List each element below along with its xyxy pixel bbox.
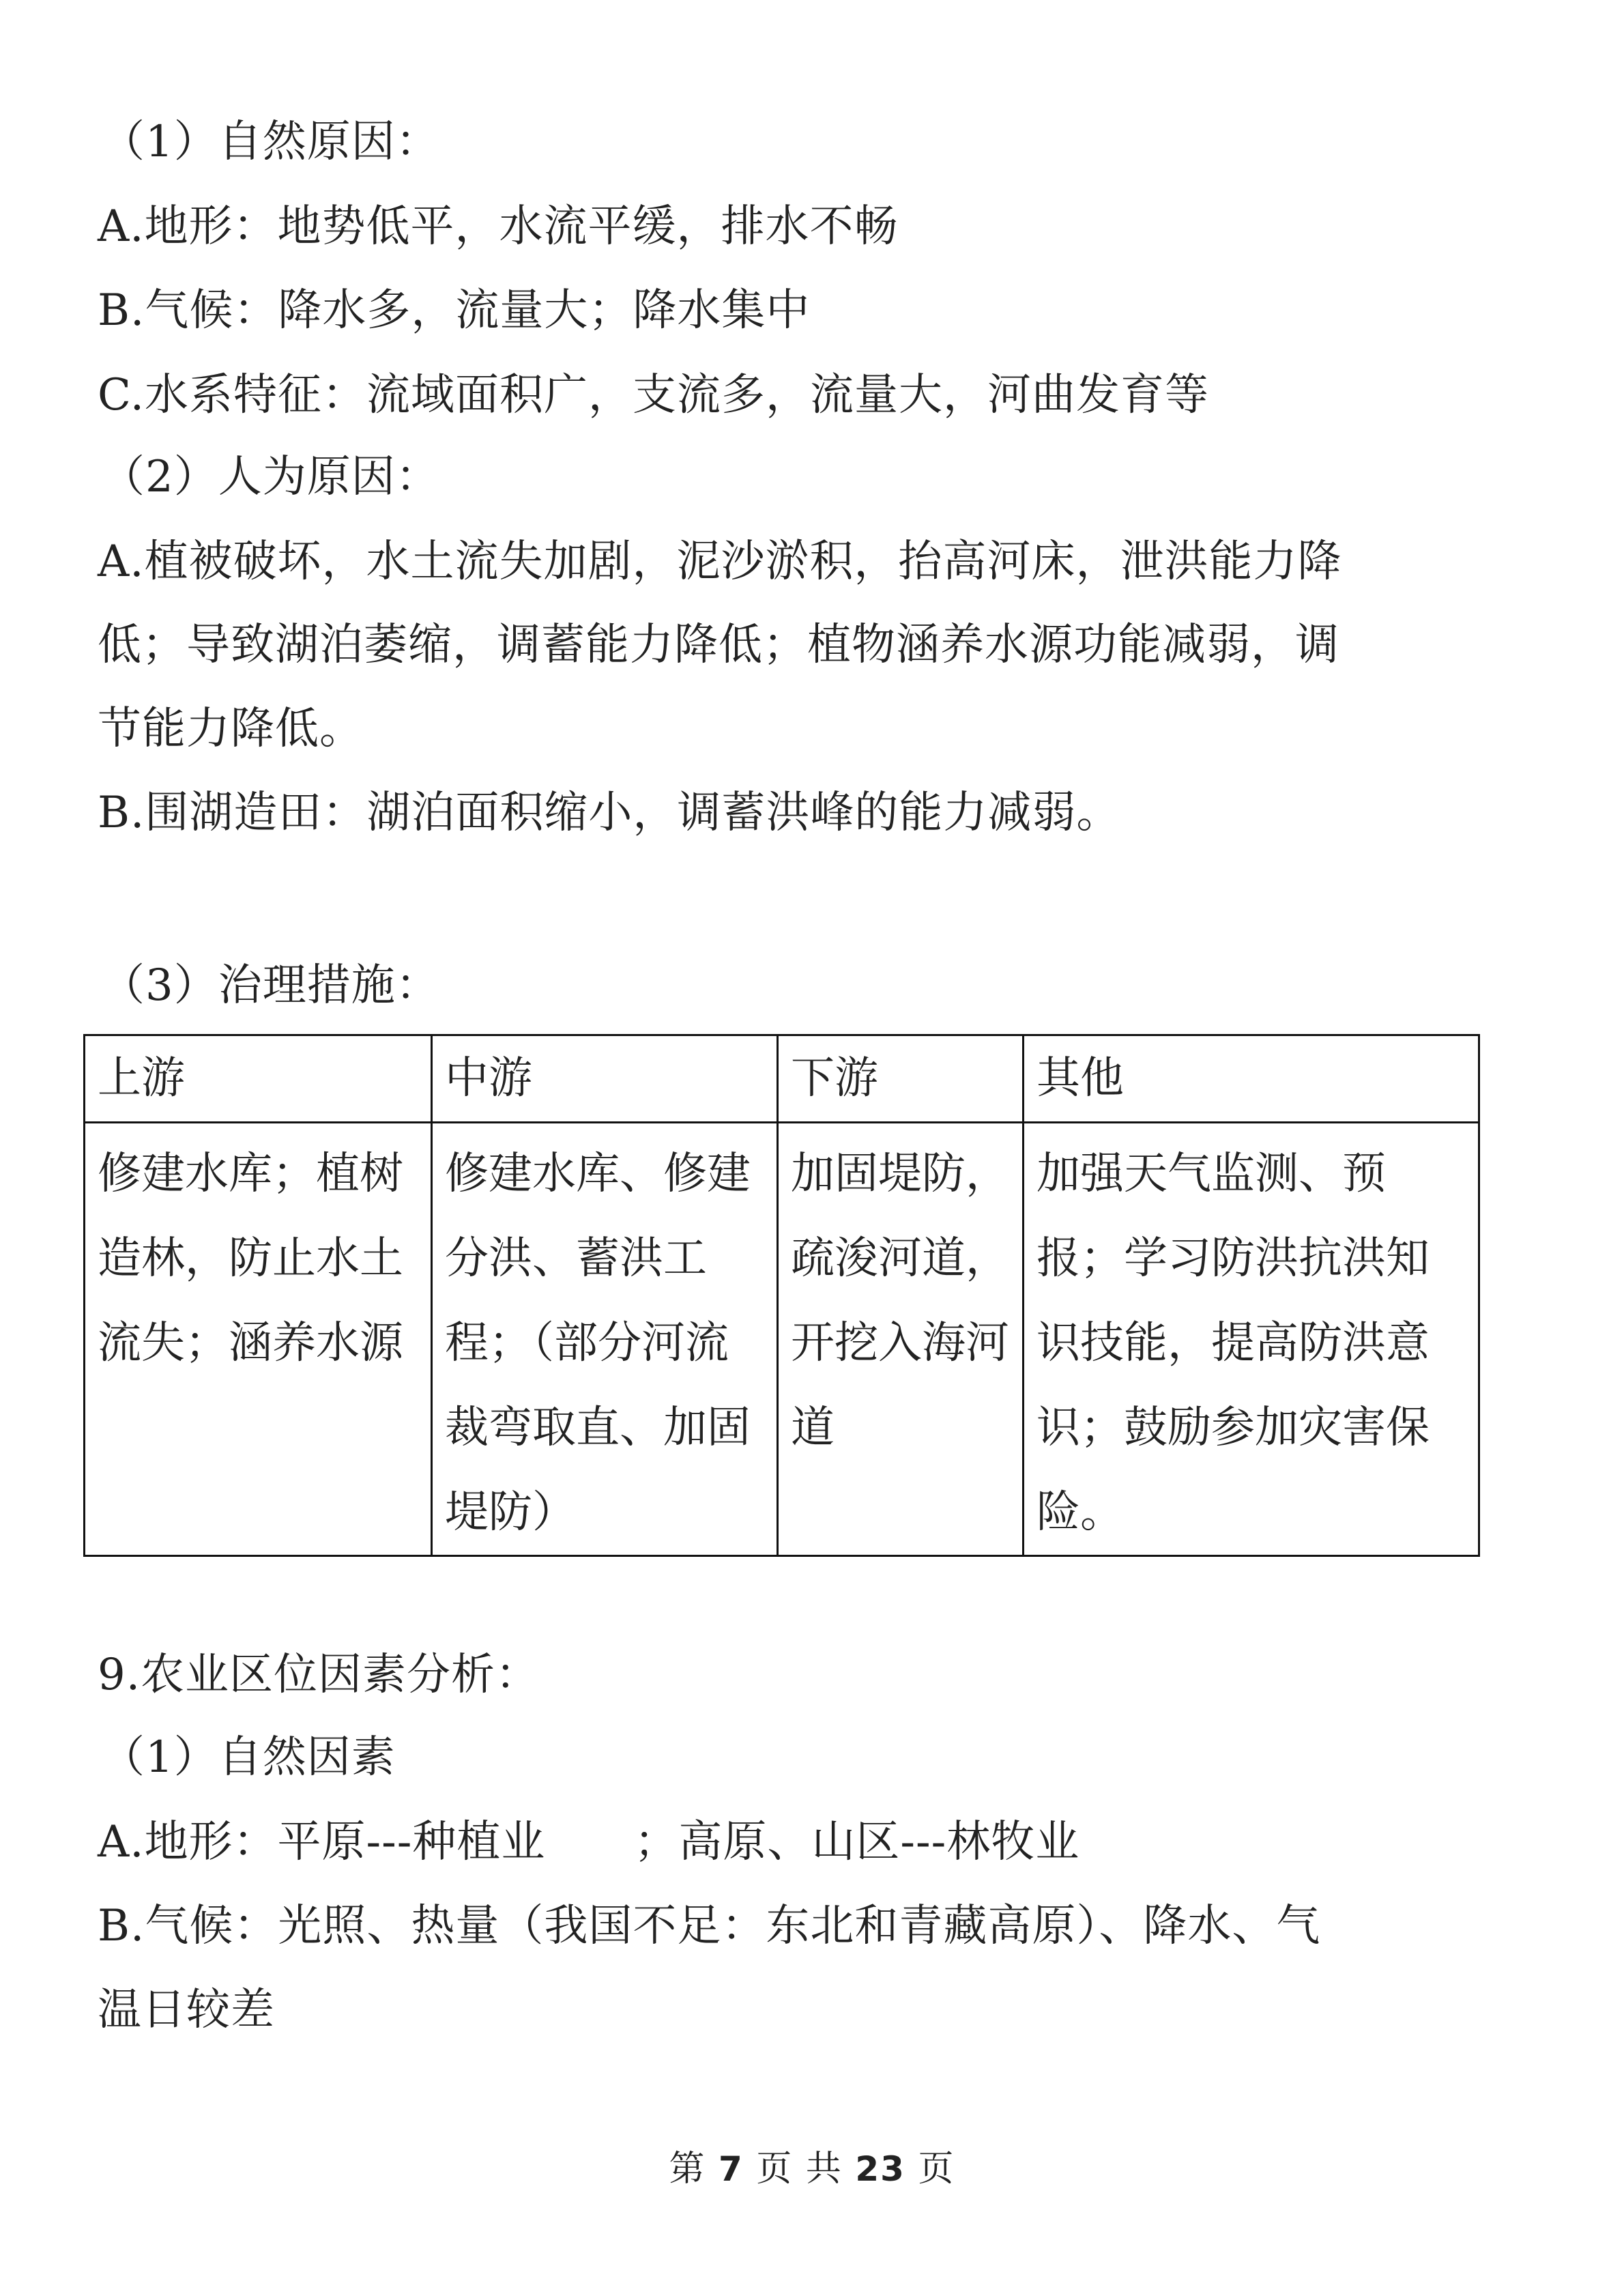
human-cause-a-line-3: 节能力降低。 [98, 704, 364, 754]
header-midstream: 中游 [432, 1035, 778, 1123]
total-page-count: 23 [855, 2149, 905, 2189]
natural-factors-heading: （1）自然因素 [101, 1732, 396, 1783]
footer-middle: 页 共 [756, 2149, 843, 2190]
footer-suffix: 页 [918, 2149, 955, 2190]
flood-measures-table [83, 1034, 1480, 1557]
natural-factor-climate-line-2: 温日较差 [98, 1985, 275, 2035]
natural-causes-heading: （1）自然原因： [101, 117, 440, 167]
footer-prefix: 第 [669, 2149, 706, 2190]
human-cause-a-line-2: 低；导致湖泊萎缩，调蓄能力降低；植物涵养水源功能减弱，调 [98, 620, 1339, 670]
natural-cause-river-system: C.水系特征：流域面积广，支流多，流量大，河曲发育等 [98, 370, 1210, 420]
natural-cause-climate: B.气候：降水多，流量大；降水集中 [98, 285, 811, 336]
natural-cause-terrain: A.地形：地势低平，水流平缓，排水不畅 [98, 201, 899, 252]
header-downstream: 下游 [778, 1035, 1024, 1123]
human-cause-a-line-1: A.植被破坏，水土流失加剧，泥沙淤积，抬高河床，泄洪能力降 [98, 536, 1342, 587]
natural-factor-terrain: A.地形：平原---种植业 ；高原、山区---林牧业 [98, 1817, 1080, 1867]
cell-midstream: 修建水库、修建分洪、蓄洪工程；（部分河流裁弯取直、加固堤防） [432, 1123, 778, 1556]
cell-downstream: 加固堤防，疏浚河道，开挖入海河道 [778, 1123, 1024, 1556]
agriculture-section-title: 9.农业区位因素分析： [98, 1650, 540, 1700]
current-page-number: 7 [719, 2149, 744, 2189]
natural-factor-climate-line-1: B.气候：光照、热量（我国不足：东北和青藏高原）、降水、气 [98, 1901, 1321, 1951]
measures-heading: （3）治理措施： [101, 960, 440, 1011]
header-upstream: 上游 [85, 1035, 432, 1123]
cell-other: 加强天气监测、预报；学习防洪抗洪知识技能，提高防洪意识；鼓励参加灾害保险。 [1024, 1123, 1479, 1556]
table-row [85, 1123, 1479, 1556]
page-footer [0, 2149, 1624, 2190]
header-other: 其他 [1024, 1035, 1479, 1123]
human-cause-b: B.围湖造田：湖泊面积缩小，调蓄洪峰的能力减弱。 [98, 788, 1121, 838]
table-header-row [85, 1035, 1479, 1123]
cell-upstream: 修建水库；植树造林，防止水土流失；涵养水源 [85, 1123, 432, 1556]
human-causes-heading: （2）人为原因： [101, 452, 440, 502]
